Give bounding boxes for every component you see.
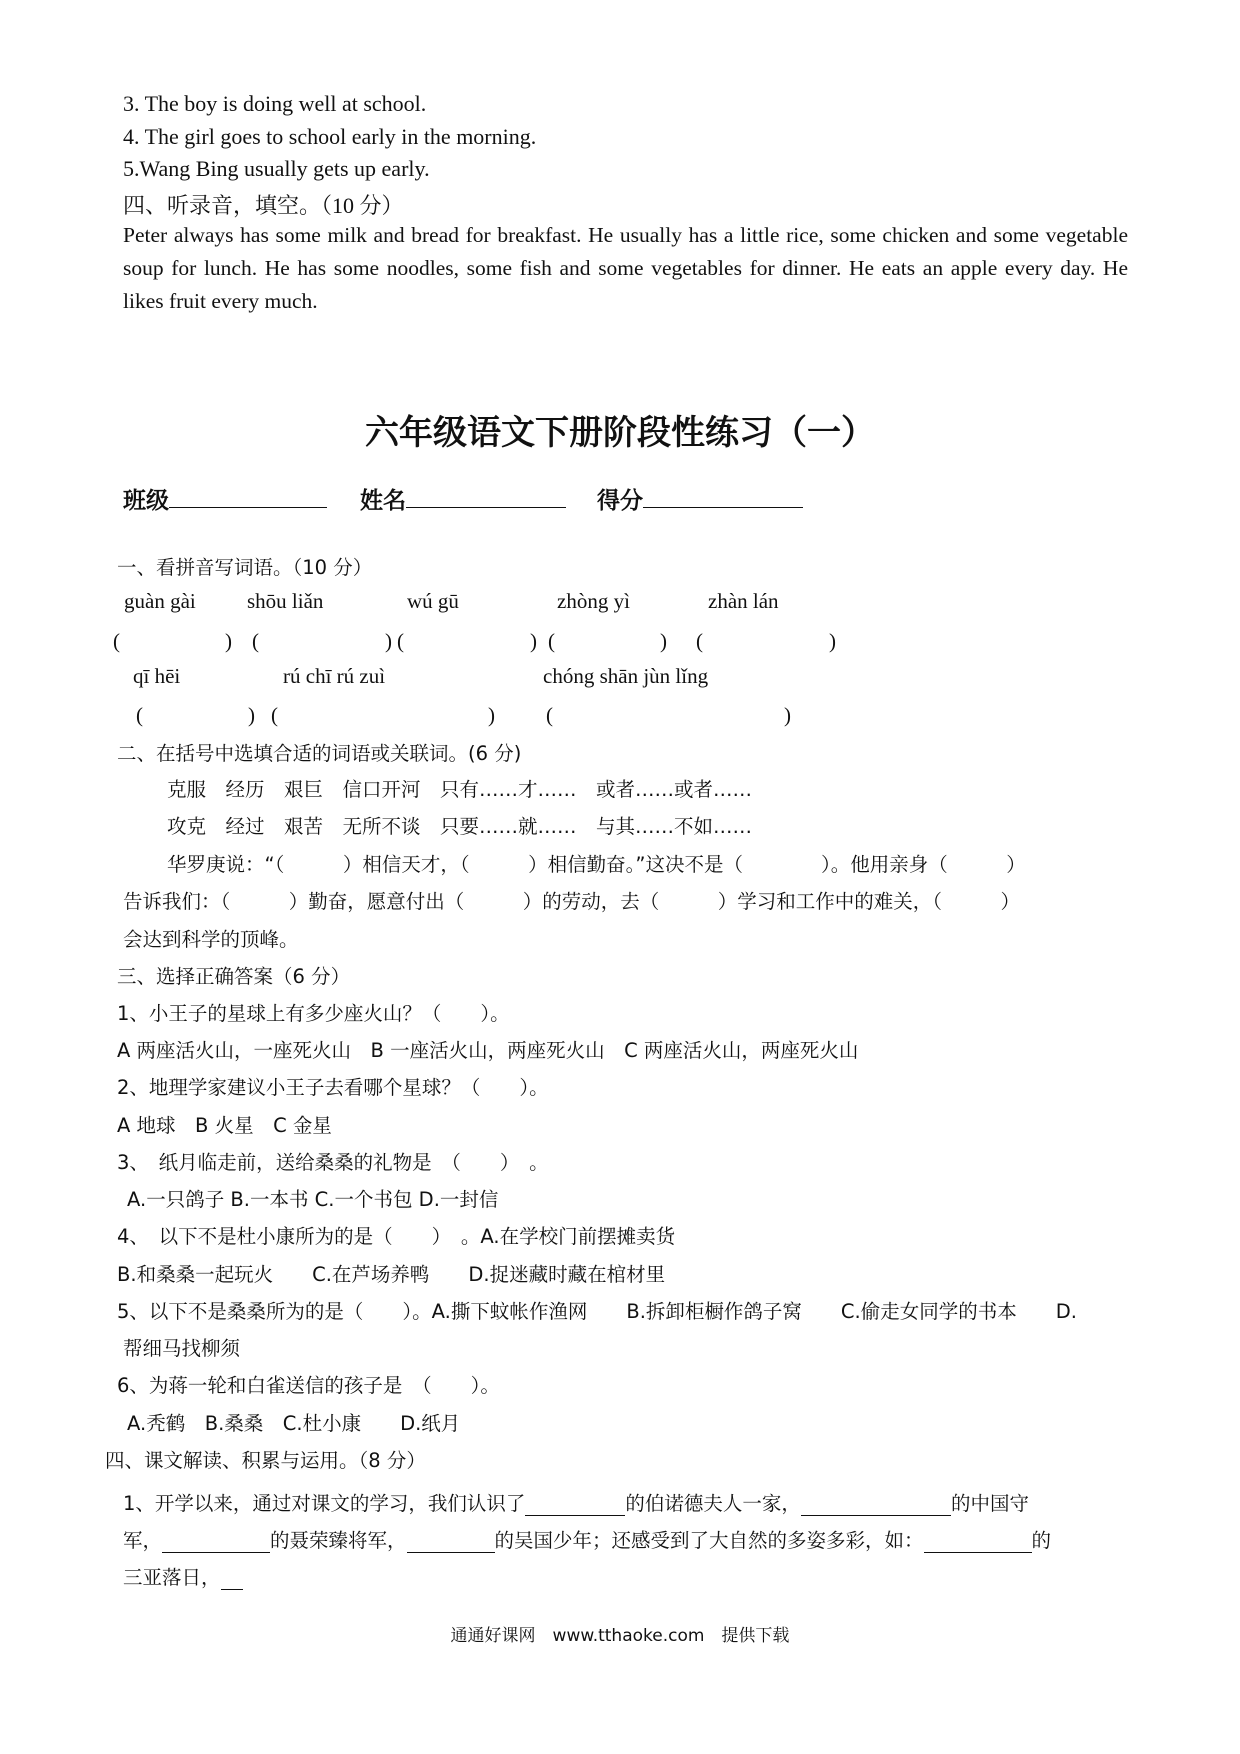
part4-text-1c: 的中国守 bbox=[950, 1492, 1029, 1515]
word-bank-2: 攻克 经过 艰苦 无所不谈 只要……就…… 与其……不如…… bbox=[167, 815, 753, 838]
class-blank[interactable] bbox=[169, 489, 327, 508]
pinyin-8: chóng shān jùn lǐng bbox=[543, 664, 709, 688]
part4-text-2d: 的 bbox=[1031, 1529, 1052, 1552]
part4-text-1b: 的伯诺德夫人一家， bbox=[625, 1492, 801, 1515]
english-passage: Peter always has some milk and bread for breakfast. He usually has a little rice, some chicken and some vegetable soup for lunch. He has some noodles, some fish and some vegetables for dinner. He eats an apple every day. He likes fruit every much. bbox=[123, 223, 1128, 313]
q2-question: 2、地理学家建议小王子去看哪个星球？（ ）。 bbox=[117, 1076, 549, 1099]
pinyin-4: zhòng yì bbox=[557, 589, 630, 613]
answer-box-3[interactable]: ( ) bbox=[397, 629, 537, 653]
pinyin-3: wú gū bbox=[407, 589, 459, 613]
part4-line-3 bbox=[123, 1562, 243, 1590]
english-section4-title: 四、听录音，填空。（10 分） bbox=[123, 193, 404, 218]
part2-sentence-1: 华罗庚说：“（ ）相信天才，（ ）相信勤奋。”这决不是（ ）。他用亲身（ ） bbox=[167, 853, 1026, 876]
pinyin-7: rú chī rú zuì bbox=[283, 664, 386, 688]
q3-question: 3、 纸月临走前，送给桑桑的礼物是 （ ） 。 bbox=[117, 1151, 549, 1174]
part4-text-2a: 军， bbox=[123, 1529, 163, 1552]
answer-box-2[interactable]: ( ) bbox=[252, 629, 392, 653]
page-title: 六年级语文下册阶段性练习（一） bbox=[365, 413, 875, 453]
part4-blank-6[interactable] bbox=[221, 1566, 243, 1590]
part4-line-1 bbox=[123, 1488, 1029, 1516]
part4-line-2 bbox=[123, 1525, 1051, 1553]
class-field[interactable] bbox=[123, 482, 327, 515]
answer-box-8[interactable]: ( ) bbox=[546, 703, 791, 727]
english-item-3: 3. The boy is doing well at school. bbox=[123, 91, 427, 116]
q5-options-cont: 帮细马找柳须 bbox=[123, 1337, 241, 1360]
english-item-5: 5.Wang Bing usually gets up early. bbox=[123, 156, 430, 181]
q3-options: A.一只鸽子 B.一本书 C.一个书包 D.一封信 bbox=[127, 1188, 499, 1211]
score-field[interactable] bbox=[597, 482, 803, 515]
part4-text-3a: 三亚落日， bbox=[123, 1566, 221, 1589]
answer-box-4[interactable]: ( ) bbox=[548, 629, 667, 653]
word-bank-1: 克服 经历 艰巨 信口开河 只有……才…… 或者……或者…… bbox=[167, 778, 753, 801]
name-blank[interactable] bbox=[406, 489, 566, 508]
q4-question: 4、 以下不是杜小康所为的是（ ） 。A.在学校门前摆摊卖货 bbox=[117, 1225, 676, 1248]
answer-box-6[interactable]: ( ) bbox=[136, 703, 255, 727]
part1-title: 一、看拼音写词语。（10 分） bbox=[117, 556, 373, 579]
english-item-4: 4. The girl goes to school early in the morning. bbox=[123, 124, 537, 149]
part2-sentence-2: 告诉我们：（ ）勤奋，愿意付出（ ）的劳动，去（ ）学习和工作中的难关，（ ） bbox=[123, 890, 1021, 913]
part4-blank-2[interactable] bbox=[801, 1492, 951, 1516]
score-label: 得分 bbox=[597, 488, 643, 514]
score-blank[interactable] bbox=[643, 489, 803, 508]
part2-title: 二、在括号中选填合适的词语或关联词。(6 分) bbox=[117, 742, 522, 765]
answer-box-1[interactable]: ( ) bbox=[113, 629, 232, 653]
q5-question: 5、以下不是桑桑所为的是（ ）。A.撕下蚊帐作渔网 B.拆卸柜橱作鸽子窝 C.偷走女同学的书本 D. bbox=[117, 1300, 1077, 1323]
footer-credit: 通通好课网 www.tthaoke.com 提供下载 bbox=[450, 1626, 790, 1646]
pinyin-5: zhàn lán bbox=[708, 589, 779, 613]
q6-question: 6、为蒋一轮和白雀送信的孩子是 （ ）。 bbox=[117, 1374, 500, 1397]
q2-options: A 地球 B 火星 C 金星 bbox=[117, 1114, 332, 1137]
name-label: 姓名 bbox=[360, 488, 406, 514]
pinyin-1: guàn gài bbox=[124, 589, 196, 613]
pinyin-2: shōu liǎn bbox=[247, 589, 324, 613]
part4-blank-3[interactable] bbox=[162, 1529, 270, 1553]
pinyin-6: qī hēi bbox=[133, 664, 181, 688]
part4-blank-4[interactable] bbox=[407, 1529, 495, 1553]
part4-text-2b: 的聂荣臻将军， bbox=[270, 1529, 407, 1552]
q6-options: A.秃鹤 B.桑桑 C.杜小康 D.纸月 bbox=[127, 1412, 461, 1435]
part2-sentence-3: 会达到科学的顶峰。 bbox=[123, 928, 299, 951]
part4-text-2c: 的吴国少年；还感受到了大自然的多姿多彩，如： bbox=[494, 1529, 924, 1552]
q1-options: A 两座活火山，一座死火山 B 一座活火山，两座死火山 C 两座活火山，两座死火山 bbox=[117, 1039, 859, 1062]
name-field[interactable] bbox=[360, 482, 566, 515]
answer-box-5[interactable]: ( ) bbox=[696, 629, 836, 653]
part4-blank-1[interactable] bbox=[525, 1492, 625, 1516]
part3-title: 三、选择正确答案（6 分） bbox=[117, 965, 351, 988]
q4-options: B.和桑桑一起玩火 C.在芦场养鸭 D.捉迷藏时藏在棺材里 bbox=[117, 1263, 666, 1286]
part4-text-1a: 1、开学以来，通过对课文的学习，我们认识了 bbox=[123, 1492, 526, 1515]
class-label: 班级 bbox=[123, 488, 169, 514]
part4-title: 四、课文解读、积累与运用。（8 分） bbox=[105, 1449, 426, 1472]
part4-blank-5[interactable] bbox=[924, 1529, 1032, 1553]
answer-box-7[interactable]: ( ) bbox=[271, 703, 495, 727]
q1-question: 1、小王子的星球上有多少座火山？（ ）。 bbox=[117, 1002, 510, 1025]
